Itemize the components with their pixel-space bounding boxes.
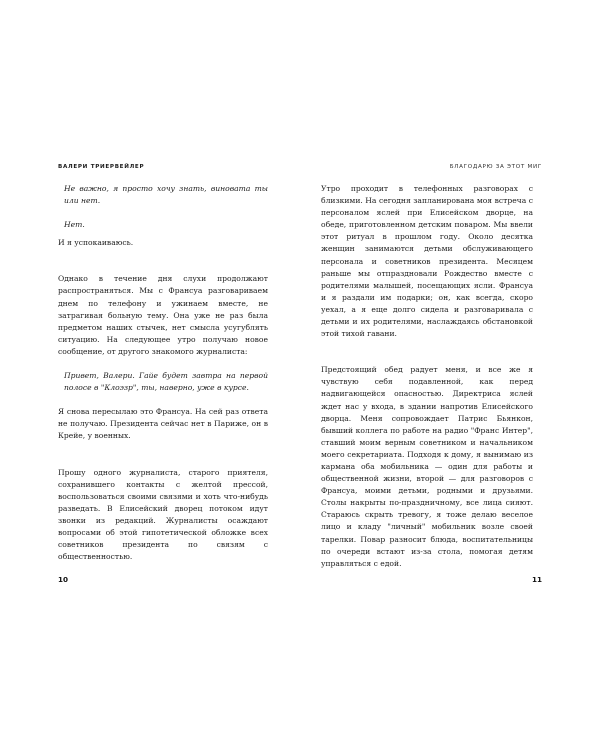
left-paragraph-6: Я снова пересылаю это Франсуа. На сей раз ответа не получаю. Президента сейчас нет в Париже, он в Крейе, у военных. (58, 407, 268, 441)
left-text-block (58, 183, 268, 563)
right-running-head: БЛАГОДАРЮ ЗА ЭТОТ МИГ (449, 164, 542, 170)
left-paragraph-2: Нет. (64, 220, 85, 230)
right-paragraph-2: Предстоящий обед радует меня, и все же я чувствую себя подавленной, как перед надвигающейся опасностью. Директриса яслей ждет нас у входа, в здании напротив Елисейского дворца. Меня сопровождает Патрис Бьянкон, бывший коллега по работе на радио "Франс Интер", ставший моим верным советником и начальником моего секретариата. Подходя к дому, я вынимаю из кармана оба мобильника — один для работы и общественной жизни, второй — для разговоров с Франсуа, моими детьми, родными и друзьями. Столы накрыты по-праздничному, все лица сияют. Стараюсь скрыть тревогу, я тоже делаю веселое лицо и кладу "личный" мобильник возле своей тарелки. Повар разносит блюда, воспитательницы по очереди встают из-за стола, помогая детям управляться с едой. (321, 365, 533, 568)
left-paragraph-3: И я успокаиваюсь. (58, 238, 134, 248)
right-page (300, 0, 600, 750)
right-text-block (321, 183, 533, 570)
left-running-head: ВАЛЕРИ ТРИЕРВЕЙЛЕР (58, 164, 145, 170)
left-page-number: 10 (58, 575, 69, 584)
left-paragraph-1: Не важно, я просто хочу знать, виновата ты или нет. (64, 184, 268, 206)
left-paragraph-5: Привет, Валери. Гайе будет завтра на первой полосе в "Клоэзр", ты, наверно, уже в курсе. (64, 371, 268, 393)
right-page-number: 11 (531, 575, 542, 584)
left-paragraph-7: Прошу одного журналиста, старого приятеля, сохранившего контакты с желтой прессой, воспользоваться своими связями и хоть что-нибудь разведать. В Елисейский дворец потоком идут звонки из редакций. Журналисты осаждают вопросами об этой гипотетической обложке всех советников президента по связям с общественностью. (58, 467, 268, 562)
left-paragraph-4: Однако в течение дня слухи продолжают распространяться. Мы с Франсуа разговариваем днем по телефону и ужинаем вместе, не затрагивая больную тему. Она уже не раз была предметом наших стычек, нет смысла усугублять ситуацию. На следующее утро получаю новое сообщение, от другого знакомого журналиста: (58, 274, 268, 356)
right-paragraph-1: Утро проходит в телефонных разговорах с близкими. На сегодня запланирована моя встреча с персоналом яслей при Елисейском дворце, на обеде, приготовленном детским поваром. Мы ввели этот ритуал в прошлом году. Около десятка женщин занимаются детьми обслуживающего персонала и советников президента. Месяцем раньше мы отпраздновали Рождество вместе с родителями малышей, посещающих ясли. Франсуа и я раздали им подарки; он, как всегда, скоро уехал, а я еще долго сидела и разговаривала с детьми и их родителями, наслаждаясь обстановкой этой тихой гавани. (321, 184, 533, 339)
